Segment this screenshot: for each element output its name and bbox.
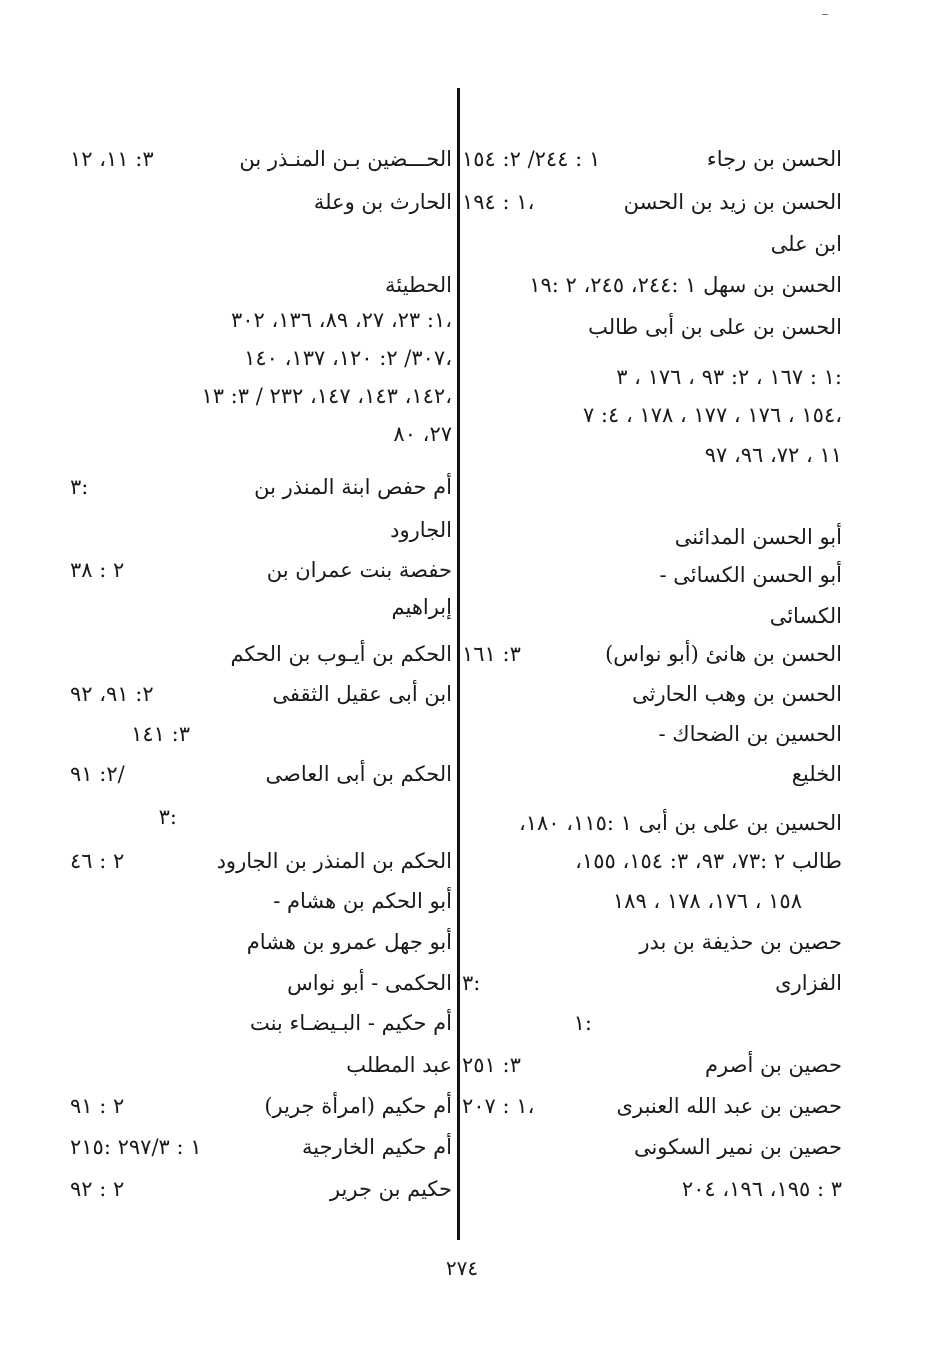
entry-name: ابن على xyxy=(770,232,842,256)
right_column-entry xyxy=(462,310,842,344)
entry-name: الجارود xyxy=(390,518,452,542)
left_column-entry xyxy=(70,513,452,547)
entry-references: ٢٧، ٨٠ xyxy=(393,422,452,446)
left_column-entry xyxy=(70,417,452,451)
left_column-entry xyxy=(70,142,452,176)
left_column-entry xyxy=(70,303,452,337)
right_column-entry xyxy=(462,717,842,751)
entry-references: ١: xyxy=(573,1011,592,1035)
entry-name: ابن أبى عقيل الثقفى xyxy=(272,682,452,706)
entry-name: الحطيئة xyxy=(385,273,452,297)
right_column-entry xyxy=(462,185,842,219)
left_column-entry xyxy=(70,185,452,219)
entry-name: الخليع xyxy=(791,762,842,786)
entry-name: الحسن بن على بن أبى طالب xyxy=(588,315,842,339)
entry-references: ٣: ١٦١ xyxy=(462,642,521,666)
entry-name: الحسين بن على بن أبى ١ :١١٥، ١٨٠، xyxy=(518,811,842,835)
left_column-entry xyxy=(70,1048,452,1082)
entry-references: ٢ : ٩١ xyxy=(70,1094,125,1118)
entry-name: أم حكيم - البـيضـاء بنت xyxy=(249,1011,452,1035)
right_column-entry xyxy=(462,398,842,432)
entry-name: طالب ٢ :٧٣، ٩٣، ٣: ١٥٤، ١٥٥، xyxy=(575,849,842,873)
entry-name: الكسائى xyxy=(769,604,842,628)
entry-name: الحسن بن زيد بن الحسن xyxy=(623,190,842,214)
left_column-entry xyxy=(70,341,452,375)
entry-references: ١١ ، ٧٢، ٩٦، ٩٧ xyxy=(704,443,842,467)
left_column-entry xyxy=(70,1089,452,1123)
entry-name: أم حكيم (امرأة جرير) xyxy=(264,1094,452,1118)
entry-name: الحسن بن رجاء xyxy=(706,147,842,171)
entry-name: حصين بن نمير السكونى xyxy=(633,1135,842,1159)
left_column-entry xyxy=(70,800,452,834)
page-number: ٢٧٤ xyxy=(445,1256,479,1280)
entry-references: ١ : ٢٩٧/٣ :٢١٥ xyxy=(70,1135,202,1159)
left_column-entry xyxy=(70,966,452,1000)
left_column-entry xyxy=(70,925,452,959)
entry-name: حصين بن أصرم xyxy=(705,1053,842,1077)
right_column-entry xyxy=(462,268,842,302)
entry-name: الحارث بن وعلة xyxy=(313,190,452,214)
left_column-entry xyxy=(70,637,452,671)
right_column-entry xyxy=(462,599,842,633)
left_column-entry xyxy=(70,470,452,504)
entry-references: ١ : ٢٠٧، xyxy=(462,1094,535,1118)
entry-name: حفصة بنت عمران بن xyxy=(266,558,452,582)
entry-name: أم حكيم الخارجية xyxy=(302,1135,452,1159)
left_column-entry xyxy=(70,553,452,587)
entry-references: ٣ : ١٩٥، ١٩٦، ٢٠٤ xyxy=(681,1177,842,1201)
entry-references: ١٤٢، ١٤٣، ١٤٧، ٢٣٢ / ٣: ١٣، xyxy=(201,384,452,408)
entry-name: أم حفص ابنة المنذر بن xyxy=(254,475,452,499)
right_column-entry xyxy=(462,844,842,878)
entry-name: الحـــضين بـن المنـذر بن xyxy=(239,147,452,171)
scan-mark xyxy=(822,14,828,15)
left_column-entry xyxy=(70,717,452,751)
left_column-entry xyxy=(70,1172,452,1206)
entry-name: الحكم بن أيـوب بن الحكم xyxy=(230,642,452,666)
right_column-entry xyxy=(462,1006,842,1040)
left_column-entry xyxy=(70,1006,452,1040)
entry-references: ٣: ١٤١ xyxy=(131,722,190,746)
entry-name: أبو جهل عمرو بن هشام xyxy=(246,930,452,954)
entry-name: الحسن بن سهل ١ :٢٤٤، ٢٤٥، ٢ :١٩ xyxy=(529,273,842,297)
left_column-entry xyxy=(70,757,452,791)
entry-references: ١ : ١٦٧ ، ٢: ٩٣ ، ١٧٦ ، ٣: xyxy=(616,365,842,389)
entry-references: ١٥٤ ، ١٧٦ ، ١٧٧ ، ١٧٨ ، ٤: ٧، xyxy=(582,403,842,427)
right_column-entry xyxy=(462,558,842,592)
right_column-entry xyxy=(462,677,842,711)
right_column-entry xyxy=(462,1172,842,1206)
right_column-entry xyxy=(462,637,842,671)
right_column-entry xyxy=(462,1130,842,1164)
entry-references: ١: ٢٣، ٢٧، ٨٩، ١٣٦، ٣٠٢، xyxy=(230,308,452,332)
entry-references: ٣: ٢٥١ xyxy=(462,1053,521,1077)
entry-name: الحسين بن الضحاك - xyxy=(658,722,842,746)
right_column-entry xyxy=(462,480,842,514)
entry-name: حصين بن حذيفة بن بدر xyxy=(639,930,842,954)
entry-references: ٢ : ٤٦ xyxy=(70,849,125,873)
right_column-entry xyxy=(462,884,842,918)
entry-references: ١٥٨ ، ١٧٦، ١٧٨ ، ١٨٩ xyxy=(612,889,802,913)
entry-references: ٣: xyxy=(158,805,177,829)
entry-references: ٣: xyxy=(462,971,481,995)
entry-references: ٣٠٧/ ٢: ١٢٠، ١٣٧، ١٤٠، xyxy=(244,346,452,370)
entry-name: الحسن بن وهب الحارثى xyxy=(632,682,842,706)
right_column-entry xyxy=(462,227,842,261)
entry-name: الحكمى - أبو نواس xyxy=(287,971,452,995)
right_column-entry xyxy=(462,142,842,176)
entry-name: حكيم بن جرير xyxy=(329,1177,452,1201)
entry-references: ٣: xyxy=(70,475,89,499)
entry-references: ٢ : ٩٢ xyxy=(70,1177,125,1201)
entry-name: إبراهيم xyxy=(391,595,452,619)
entry-name: أبو الحكم بن هشام - xyxy=(273,889,452,913)
left_column-entry xyxy=(70,590,452,624)
left_column-entry xyxy=(70,844,452,878)
left_column-entry xyxy=(70,379,452,413)
right_column-entry xyxy=(462,966,842,1000)
entry-references: ٢ : ٣٨ xyxy=(70,558,125,582)
right_column-entry xyxy=(462,360,842,394)
left_column-entry xyxy=(70,884,452,918)
entry-name: الفزارى xyxy=(775,971,842,995)
entry-name: الحكم بن أبى العاصى xyxy=(265,762,452,786)
entry-references: ٢: ٩١، ٩٢ xyxy=(70,682,154,706)
left_column-entry xyxy=(70,677,452,711)
left_column-entry xyxy=(70,1130,452,1164)
right_column-entry xyxy=(462,1048,842,1082)
entry-references: ٣: ١١، ١٢ xyxy=(70,147,154,171)
entry-references: ١ : ١٩٤، xyxy=(462,190,535,214)
left_column-entry xyxy=(70,227,452,261)
entry-references: ٢: ٩١/ xyxy=(70,762,125,786)
right_column-entry xyxy=(462,520,842,554)
entry-name: الحسن بن هانئ (أبو نواس) xyxy=(605,642,842,666)
entry-name: الحكم بن المنذر بن الجارود xyxy=(216,849,452,873)
right_column-entry xyxy=(462,806,842,840)
entry-name: عبد المطلب xyxy=(346,1053,452,1077)
entry-name: أبو الحسن الكسائى - xyxy=(659,563,842,587)
entry-name: حصين بن عبد الله العنبرى xyxy=(616,1094,842,1118)
right_column-entry xyxy=(462,757,842,791)
left_column-entry xyxy=(70,268,452,302)
right_column-entry xyxy=(462,925,842,959)
entry-name: أبو الحسن المدائنى xyxy=(674,525,842,549)
column-divider xyxy=(457,88,460,1240)
right_column-entry xyxy=(462,1089,842,1123)
entry-references: ١ : ٢٤٤/ ٢: ١٥٤ xyxy=(462,147,601,171)
right_column-entry xyxy=(462,438,842,472)
